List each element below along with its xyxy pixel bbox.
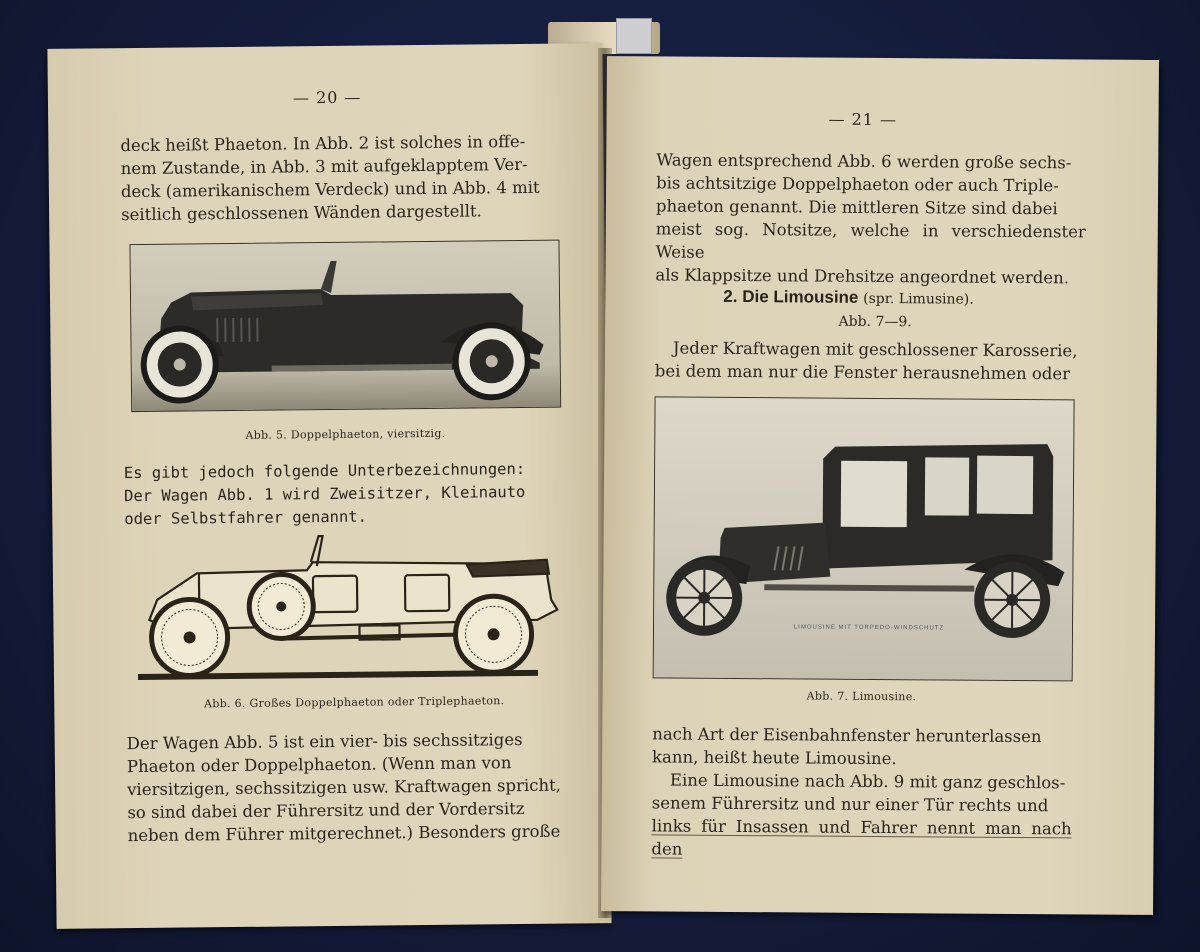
text-line: Es gibt jedoch folgende Unterbezeichnungen: (123, 459, 526, 483)
text-line: Eine Limousine nach Abb. 9 mit ganz geschlos- (669, 770, 1066, 793)
text-line: senem Führersitz und nur einer Tür rechts und (651, 793, 1049, 816)
text-line: neben dem Führer mitgerechnet.) Besonders große (127, 821, 561, 846)
text-line: nach Art der Eisenbahnfenster herunterlassen (652, 724, 1042, 747)
wheel-front (666, 560, 743, 637)
section-heading (723, 287, 1063, 309)
text-line: Phaeton oder Doppelphaeton. (Wenn man von (126, 753, 512, 777)
figure-7-inner-label: LIMOUSINE MIT TORPEDO-WINDSCHUTZ (793, 624, 945, 632)
figure-6-drawing (136, 530, 568, 684)
wheel-rear (974, 562, 1051, 639)
text-line: phaeton genannt. Die mittleren Sitze sind dabei (655, 196, 1058, 219)
right-paragraph-1 (655, 148, 1086, 289)
figure-5-caption: Abb. 5. Doppelphaeton, viersitzig. (245, 426, 446, 442)
text-line: kann, heißt heute Limousine. (652, 747, 897, 769)
text-line: Jeder Kraftwagen mit geschlossener Karosserie, (672, 338, 1078, 361)
section-note: (spr. Limusine). (863, 290, 974, 308)
figure-6-caption: Abb. 6. Großes Doppelphaeton oder Triplephaeton. (204, 694, 505, 711)
section-number: 2. (723, 286, 738, 307)
wheel-front (151, 599, 228, 676)
text-line: Der Wagen Abb. 1 wird Zweisitzer, Kleinauto (124, 482, 526, 506)
page-number-right: — 21 — (828, 109, 898, 130)
page-number-left: — 20 — (292, 87, 362, 108)
text-line: Der Wagen Abb. 5 ist ein vier- bis sechssitziges (126, 729, 523, 754)
text-line: als Klappsitze und Drehsitze angeordnet werden. (655, 265, 1070, 288)
figure-7-caption: Abb. 7. Limousine. (806, 689, 917, 704)
wheel-front (143, 328, 216, 401)
figure-5-photo (129, 240, 561, 412)
text-line: Wagen entsprechend Abb. 6 werden große sechs- (656, 150, 1072, 173)
text-line: so sind dabei der Führersitz und der Vordersitz (127, 798, 525, 823)
wheel-rear (455, 596, 532, 673)
text-line: deck (amerikanischem Verdeck) und in Abb. 4 mit (120, 177, 540, 202)
text-line: meist sog. Notsitze, welche in verschiedenster Weise (655, 219, 1086, 262)
wheel-spare (249, 574, 314, 639)
left-paragraph-3 (127, 727, 583, 847)
right-page (601, 56, 1159, 915)
left-paragraph-2 (124, 457, 580, 531)
text-line: oder Selbstfahrer genannt. (124, 507, 368, 529)
text-line: viersitzigen, sechssitzigen usw. Kraftwagen spricht, (127, 775, 562, 800)
figure-7-photo (653, 396, 1075, 681)
text-line: bei dem man nur die Fenster herausnehmen oder (654, 361, 1071, 384)
bookmark-tab (616, 18, 652, 54)
text-line: deck heißt Phaeton. In Abb. 2 ist solches in offe- (120, 131, 526, 156)
left-page (47, 43, 611, 929)
text-line: nem Zustande, in Abb. 3 mit aufgeklapptem Ver- (120, 154, 528, 179)
right-paragraph-2 (655, 336, 1085, 385)
text-line: bis achtsitzige Doppelphaeton oder auch Triple- (656, 173, 1059, 196)
section-title: Die Limousine (742, 287, 859, 307)
text-line: seitlich geschlossenen Wänden dargestellt. (121, 201, 482, 225)
text-line: links für Insassen und Fahrer nennt man nach den (651, 816, 1072, 859)
left-paragraph-1 (120, 129, 576, 226)
wheel-rear (455, 325, 528, 398)
right-paragraph-3 (651, 722, 1072, 863)
section-subheading: Abb. 7—9. (838, 313, 912, 331)
